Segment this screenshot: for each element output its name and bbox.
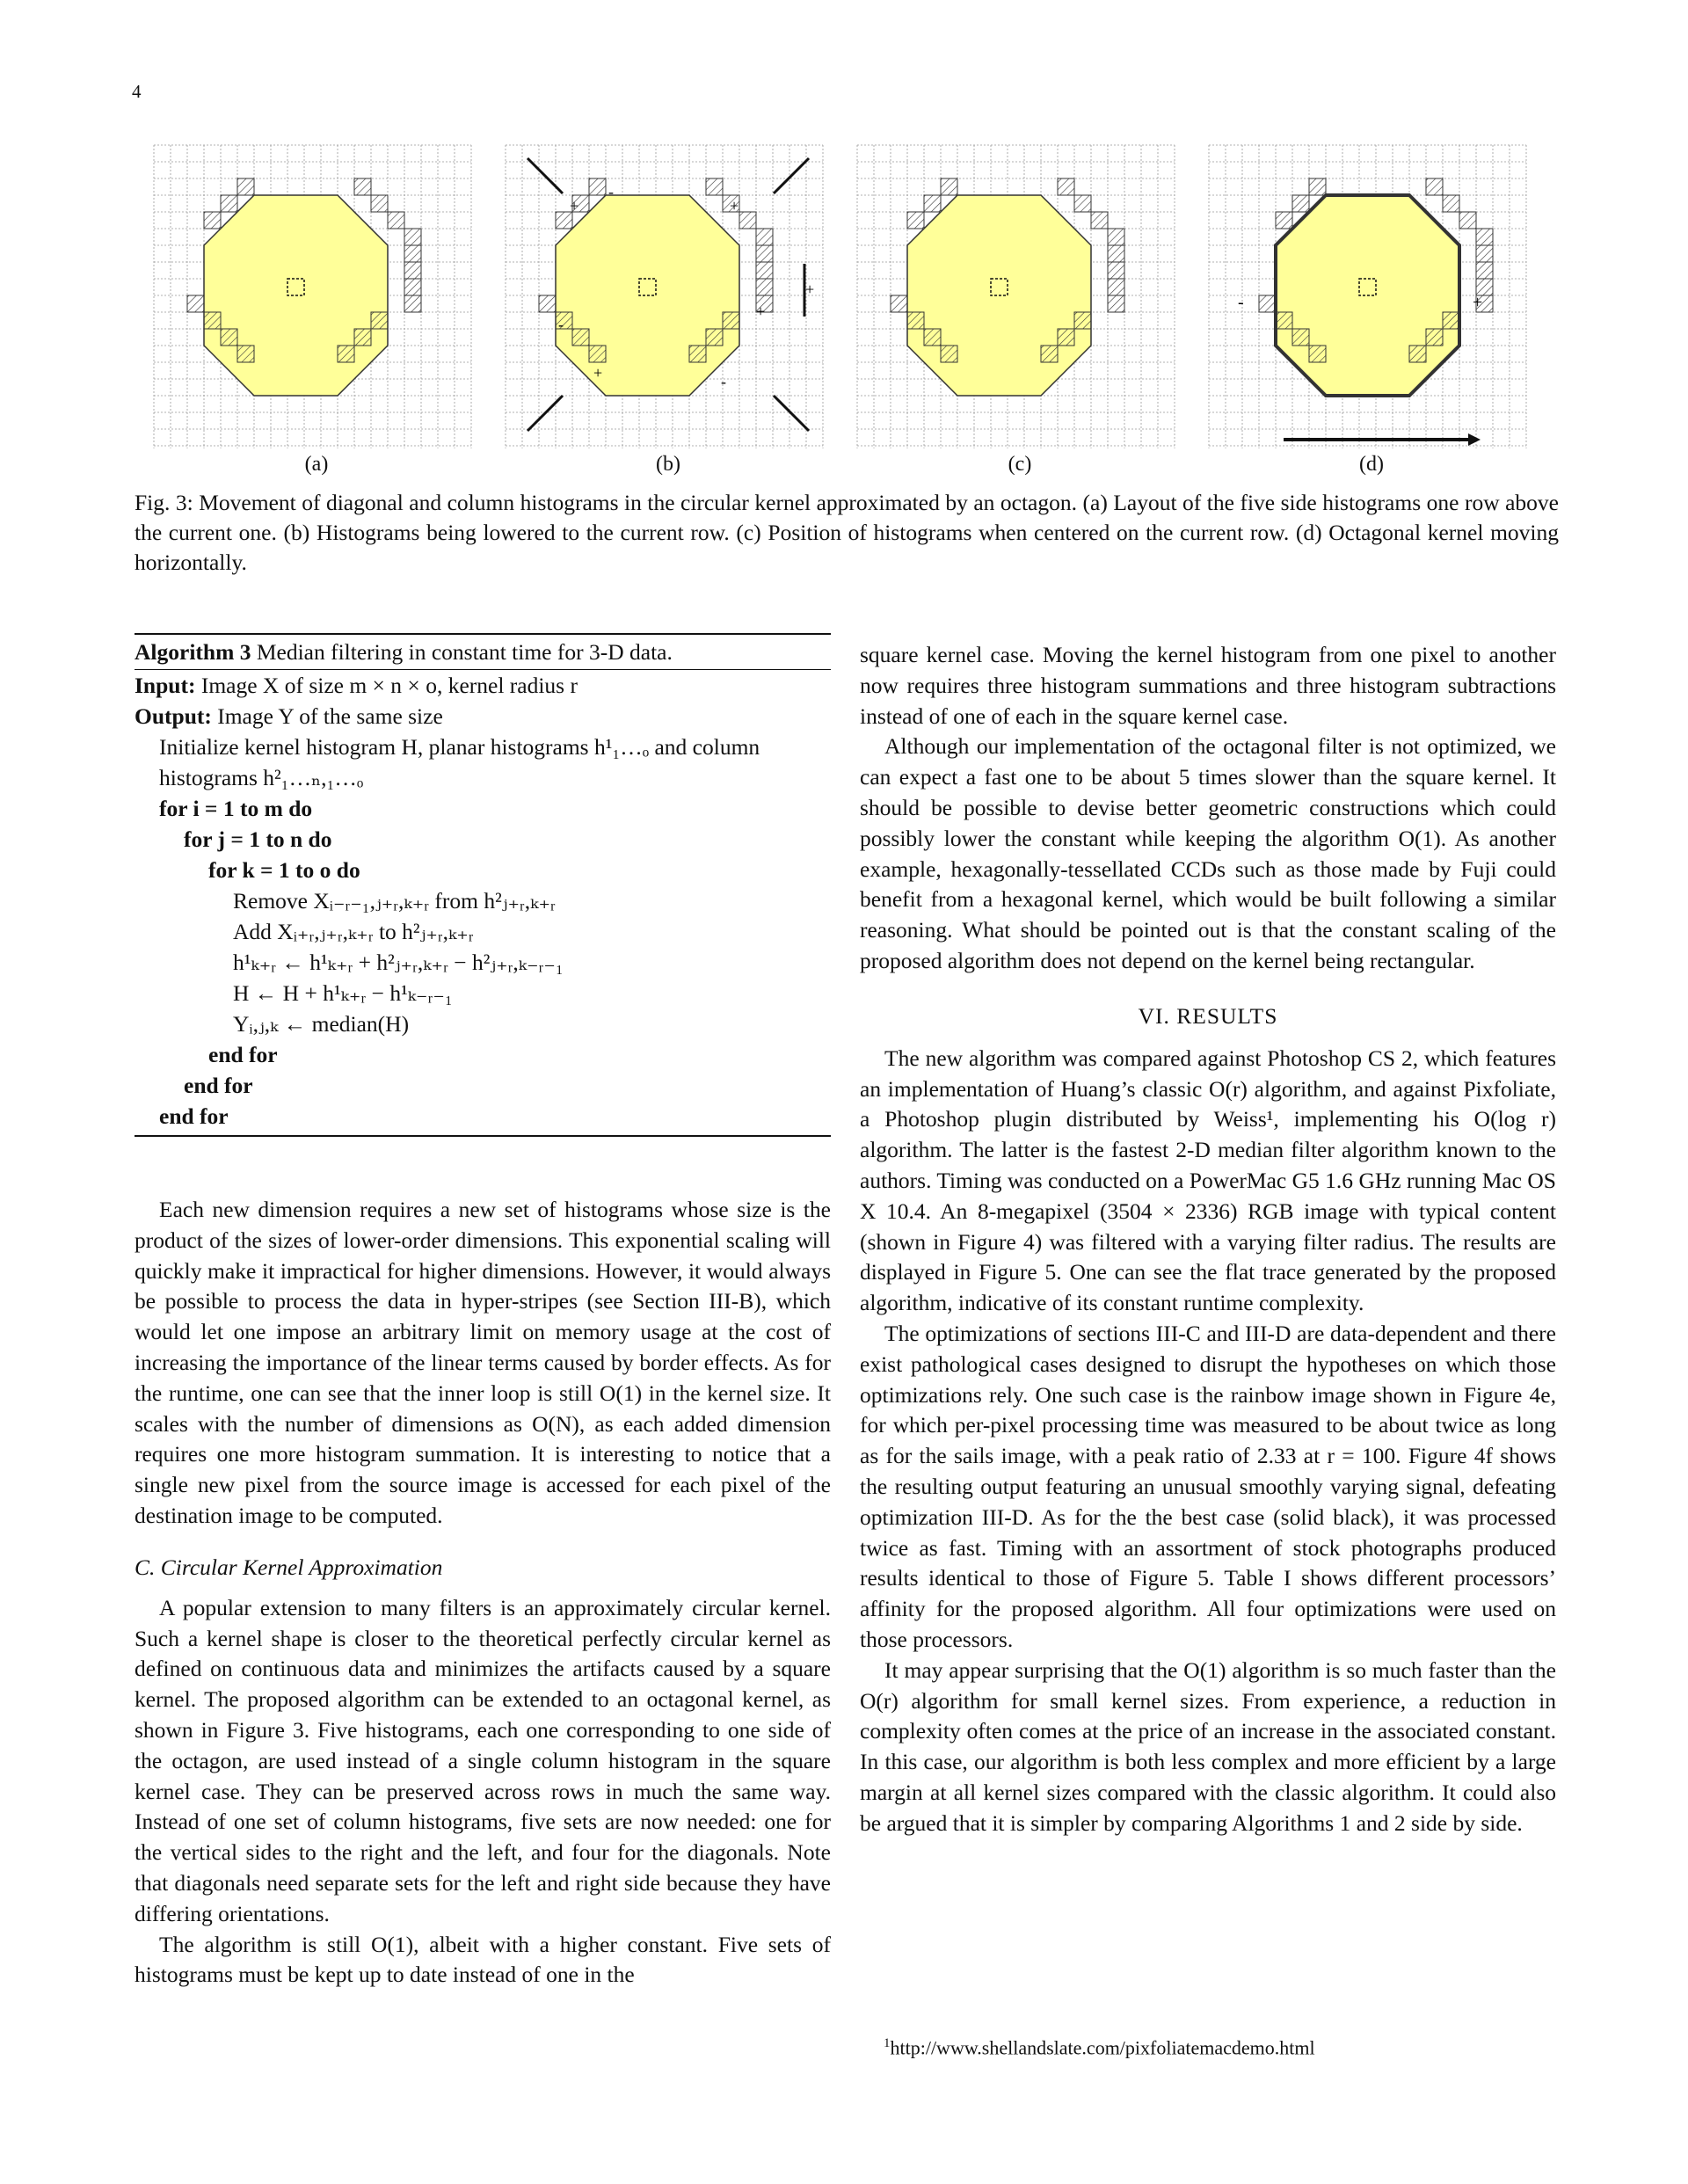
octagon-diagram-c (853, 141, 1187, 448)
histogram-cell (237, 178, 254, 195)
right-column (860, 640, 1556, 1838)
panel-label-c: (c) (1008, 453, 1032, 476)
histogram-cell (941, 346, 957, 362)
subsection-heading: C. Circular Kernel Approximation (135, 1554, 443, 1580)
histogram-cell (404, 262, 421, 279)
histogram-cell (689, 346, 706, 362)
histogram-sign: - (721, 373, 726, 390)
algorithm-step-add: Add Xᵢ₊ᵣ,ⱼ₊ᵣ,ₖ₊ᵣ to h²ⱼ₊ᵣ,ₖ₊ᵣ (233, 919, 474, 944)
figure-panel-b (501, 141, 835, 492)
footnote-url: http://www.shellandslate.com/pixfoliatemacdemo.html (890, 2036, 1315, 2059)
histogram-cell (572, 329, 589, 346)
histogram-cell (1108, 295, 1124, 312)
histogram-cell (388, 212, 404, 229)
algorithm-for-j: for j = 1 to n do (184, 826, 332, 852)
figure-caption: Fig. 3: Movement of diagonal and column histograms in the circular kernel approximated by an octagon. (a) Layout of the five side histograms one row above the current one. (b) Histograms being lowered to the current row. (c) Position of histograms when centered on the current row. (d) Octagonal kernel moving horizontally. (135, 490, 1559, 575)
algorithm-for-k: for k = 1 to o do (208, 857, 360, 883)
paragraph-square-kernel-case: square kernel case. Moving the kernel histogram from one pixel to another now requires three histogram summations and three histogram subtractions instead of one of each in the square kernel case. (860, 642, 1556, 729)
histogram-cell (706, 329, 723, 346)
paragraph-optimizations: The optimizations of sections III-C and III-D are data-dependent and there exist pathological cases designed to disrupt the hypotheses on which those optimizations rely. One such case is the rainbow image shown in Figure 4e, for which per-pixel processing time was measured to be about twice as long as for the sails image, with a peak ratio of 2.33 at r = 100. Figure 4f shows the resulting output featuring an unusual smoothly varying signal, defeating optimization III-D. As for the the best case (solid black), it was processed twice as fast. Timing with an assortment of stock photographs produced results identical to those of Figure 5. Table I shows different processors’ affinity for the proposed algorithm. All four optimizations were used on those processors. (860, 1320, 1556, 1652)
histogram-sign: - (608, 183, 614, 200)
movement-arrow (774, 158, 809, 193)
algorithm-step-median: Yᵢ,ⱼ,ₖ ← median(H) (233, 1011, 410, 1037)
histogram-cell (756, 279, 773, 295)
histogram-cell (354, 178, 371, 195)
octagon-diagram-d (1204, 141, 1539, 448)
histogram-cell (1074, 195, 1091, 212)
histogram-cell (1292, 195, 1309, 212)
page-number: 4 (132, 81, 142, 102)
histogram-cell (1476, 245, 1493, 262)
histogram-cell (1108, 245, 1124, 262)
histogram-cell (354, 329, 371, 346)
algorithm-init-line-1: Initialize kernel histogram H, planar histograms h¹₁…ₒ and column (159, 734, 760, 760)
histogram-cell (1476, 262, 1493, 279)
histogram-cell (891, 295, 907, 312)
algorithm-for-i: for i = 1 to m do (159, 796, 313, 821)
histogram-cell (371, 195, 388, 212)
figure-3 (149, 141, 1556, 510)
histogram-sign: - (1238, 293, 1244, 312)
histogram-cell (1309, 346, 1326, 362)
histogram-cell (924, 329, 941, 346)
histogram-cell (1108, 279, 1124, 295)
movement-arrow (528, 158, 563, 193)
movement-arrow (528, 396, 563, 431)
histogram-cell (1443, 195, 1459, 212)
figure-panel-c (853, 141, 1187, 492)
histogram-cell (1426, 178, 1443, 195)
histogram-cell (404, 295, 421, 312)
histogram-cell (1309, 178, 1326, 195)
histogram-cell (589, 178, 606, 195)
histogram-cell (1074, 312, 1091, 329)
histogram-sign: + (570, 197, 579, 215)
histogram-cell (907, 312, 924, 329)
histogram-cell (1443, 312, 1459, 329)
histogram-cell (187, 295, 204, 312)
algorithm-output: Output: Image Y of the same size (135, 703, 443, 729)
histogram-cell (1108, 262, 1124, 279)
histogram-cell (371, 312, 388, 329)
histogram-cell (924, 195, 941, 212)
histogram-cell (739, 212, 756, 229)
algorithm-init-line-2: histograms h²₁…ₙ,₁…ₒ (159, 765, 364, 790)
octagon-diagram-b (501, 141, 835, 448)
paragraph-octagonal-filter: Although our implementation of the octagonal filter is not optimized, we can expect a fast one to be about 5 times slower than the square kernel. It should be possible to devise better geometric constructions which could possibly lower the constant while keeping the algorithm O(1). As another example, hexagonally-tessellated CCDs such as those made by Fuji could benefit from a hexagonal kernel, which would be built following a similar reasoning. What should be pointed out is that the constant scaling of the proposed algorithm does not depend on the kernel being rectangular. (860, 733, 1556, 973)
algorithm-end-for-j: end for (184, 1073, 253, 1098)
algorithm-end-for-i: end for (159, 1103, 229, 1129)
paragraph-algorithm-constant: The algorithm is still O(1), albeit with a higher constant. Five sets of histograms must be kept up to date instead of one in the (135, 1931, 831, 1988)
histogram-cell (1041, 346, 1058, 362)
algorithm-step-update-kernel: H ← H + h¹ₖ₊ᵣ − h¹ₖ₋ᵣ₋₁ (233, 980, 453, 1006)
histogram-cell (1459, 212, 1476, 229)
histogram-cell (539, 295, 556, 312)
histogram-cell (1476, 229, 1493, 245)
histogram-sign: - (558, 316, 564, 333)
algorithm-input: Input: Image X of size m × n × o, kernel radius r (135, 673, 578, 698)
histogram-sign: + (805, 280, 815, 298)
histogram-cell (204, 212, 221, 229)
paragraph-circular-kernel: A popular extension to many filters is an approximately circular kernel. Such a kernel shape is closer to the theoretical perfectly circular kernel as defined on continuous data and minimizes the artifacts caused by a square kernel. The proposed algorithm can be extended to an octagonal kernel, as shown in Figure 3. Five histograms, each one corresponding to one side of the octagon, are used instead of a single column histogram in the square kernel case. They can be preserved across rows in much the same way. Instead of one set of column histograms, five sets are now needed: one for the vertical sides to the right and the left, and four for the diagonals. Note that diagonals need separate sets for the left and right side because they have differing orientations. (135, 1594, 831, 1926)
histogram-cell (404, 245, 421, 262)
histogram-cell (1426, 329, 1443, 346)
histogram-cell (1259, 295, 1276, 312)
histogram-cell (1058, 329, 1074, 346)
algorithm-title: Algorithm 3 Median filtering in constant time for 3-D data. (135, 635, 831, 670)
section-heading-results: VI. RESULTS (1138, 1002, 1278, 1029)
histogram-cell (1292, 329, 1309, 346)
histogram-cell (756, 229, 773, 245)
histogram-cell (221, 329, 237, 346)
algorithm-step-update-planar: h¹ₖ₊ᵣ ← h¹ₖ₊ᵣ + h²ⱼ₊ᵣ,ₖ₊ᵣ − h²ⱼ₊ᵣ,ₖ₋ᵣ₋₁ (233, 950, 564, 975)
algorithm-end-for-k: end for (208, 1042, 278, 1067)
histogram-cell (1409, 346, 1426, 362)
histogram-cell (589, 346, 606, 362)
histogram-cell (204, 312, 221, 329)
movement-arrow (774, 396, 809, 431)
histogram-cell (404, 279, 421, 295)
panel-label-b: (b) (656, 453, 680, 476)
histogram-sign: + (593, 364, 603, 382)
algorithm-3-box (135, 633, 831, 1137)
histogram-cell (756, 262, 773, 279)
octagon-diagram-a (149, 141, 484, 448)
panel-label-d: (d) (1359, 453, 1384, 476)
histogram-cell (1091, 212, 1108, 229)
paragraph-surprising: It may appear surprising that the O(1) algorithm is so much faster than the O(r) algorithm for small kernel sizes. From experience, a reduction in complexity often comes at the price of an increase in the associated constant. In this case, our algorithm is both less complex and more efficient by a large margin at all kernel sizes compared with the classic algorithm. It could also be argued that it is simpler by comparing Algorithms 1 and 2 side by side. (860, 1656, 1556, 1836)
histogram-cell (1058, 178, 1074, 195)
paragraph-comparison: The new algorithm was compared against Photoshop CS 2, which features an implementation of Huang’s classic O(r) algorithm, and against Pixfoliate, a Photoshop plugin distributed by Weiss¹, implementing his O(log r) algorithm. The latter is the fastest 2-D median filter algorithm known to the authors. Timing was conducted on a PowerMac G5 1.6 GHz running Mac OS X 10.4. An 8-megapixel (3504 × 2336) RGB image with typical content (shown in Figure 4) was filtered with a varying filter radius. The results are displayed in Figure 5. One can see the flat trace generated by the proposed algorithm, indicative of its constant runtime complexity. (860, 1045, 1556, 1316)
histogram-cell (941, 178, 957, 195)
histogram-cell (404, 229, 421, 245)
histogram-cell (706, 178, 723, 195)
paragraph-dimensions: Each new dimension requires a new set of histograms whose size is the product of the sizes of lower-order dimensions. This exponential scaling will quickly make it impractical for higher dimensions. However, it would always be possible to process the data in hyper-stripes (see Section III-B), which would let one impose an arbitrary limit on memory usage at the cost of increasing the importance of the linear terms caused by border effects. As for the runtime, one can see that the inner loop is still O(1) in the kernel size. It scales with the number of dimensions as O(N), as each added dimension requires one more histogram summation. It is interesting to notice that a single new pixel from the source image is accessed for each pixel of the destination image to be computed. (135, 1197, 831, 1528)
panel-label-a: (a) (304, 453, 329, 476)
histogram-cell (907, 212, 924, 229)
histogram-cell (1108, 229, 1124, 245)
footnote: $^1$http://www.shellandslate.com/pixfoliatemacdemo.html (884, 2036, 1315, 2059)
algorithm-step-remove: Remove Xᵢ₋ᵣ₋₁,ⱼ₊ᵣ,ₖ₊ᵣ from h²ⱼ₊ᵣ,ₖ₊ᵣ (233, 888, 556, 914)
arrow-head (1468, 433, 1481, 446)
histogram-cell (1276, 312, 1292, 329)
histogram-cell (338, 346, 354, 362)
left-column (135, 633, 831, 1991)
histogram-sign: + (756, 302, 766, 320)
histogram-cell (221, 195, 237, 212)
histogram-cell (1276, 212, 1292, 229)
histogram-cell (756, 245, 773, 262)
figure-panel-d (1204, 141, 1539, 492)
histogram-sign: + (730, 197, 739, 215)
histogram-cell (237, 346, 254, 362)
histogram-sign: + (1473, 293, 1483, 312)
figure-panel-a (149, 141, 484, 492)
histogram-cell (723, 312, 739, 329)
